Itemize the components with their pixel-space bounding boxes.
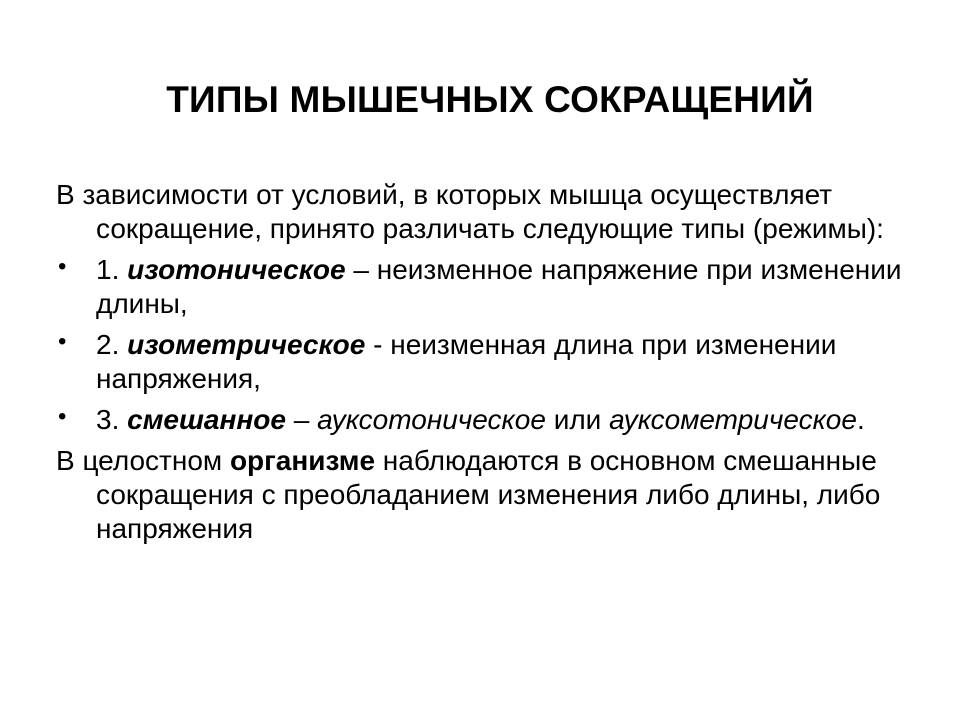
bullet-term: смешанное: [127, 404, 286, 435]
conclusion-after: наблюдаются в основном смешанные сокращения с преобладанием изменения либо длины, либо напряжения: [96, 445, 881, 544]
bullet-alt-term: ауксотоническое: [317, 404, 546, 435]
intro-paragraph: В зависимости от условий, в которых мышца осуществляет сокращение, принято различать следующие типы (режимы):: [56, 179, 884, 244]
bullet-isotonic: [56, 253, 916, 321]
bullet-end: .: [856, 404, 865, 435]
bullet-description: – неизменное напряжение при изменении длины,: [96, 254, 902, 319]
conclusion-keyword: организме: [229, 445, 376, 476]
bullet-alt-term: ауксометрическое: [609, 404, 857, 435]
bullet-isometric: [56, 328, 916, 396]
slide-body: [56, 178, 916, 553]
bullet-number: 3.: [96, 404, 128, 435]
conclusion-before: В целостном: [56, 445, 230, 476]
bullet-or: или: [545, 404, 610, 435]
bullet-description: - неизменная длина при изменении напряжения,: [96, 329, 837, 394]
bullet-number: 1.: [96, 254, 128, 285]
bullet-dot-icon: •: [58, 403, 67, 430]
bullet-dot-icon: •: [58, 328, 67, 355]
bullet-dash: –: [285, 404, 318, 435]
bullet-term: изотоническое: [127, 254, 346, 285]
bullet-number: 2.: [96, 329, 128, 360]
slide-title: ТИПЫ МЫШЕЧНЫХ СОКРАЩЕНИЙ: [166, 79, 814, 120]
bullet-dot-icon: •: [58, 253, 67, 280]
bullet-term: изометрическое: [127, 329, 366, 360]
conclusion-paragraph: [56, 444, 916, 546]
bullet-mixed: [56, 403, 916, 437]
